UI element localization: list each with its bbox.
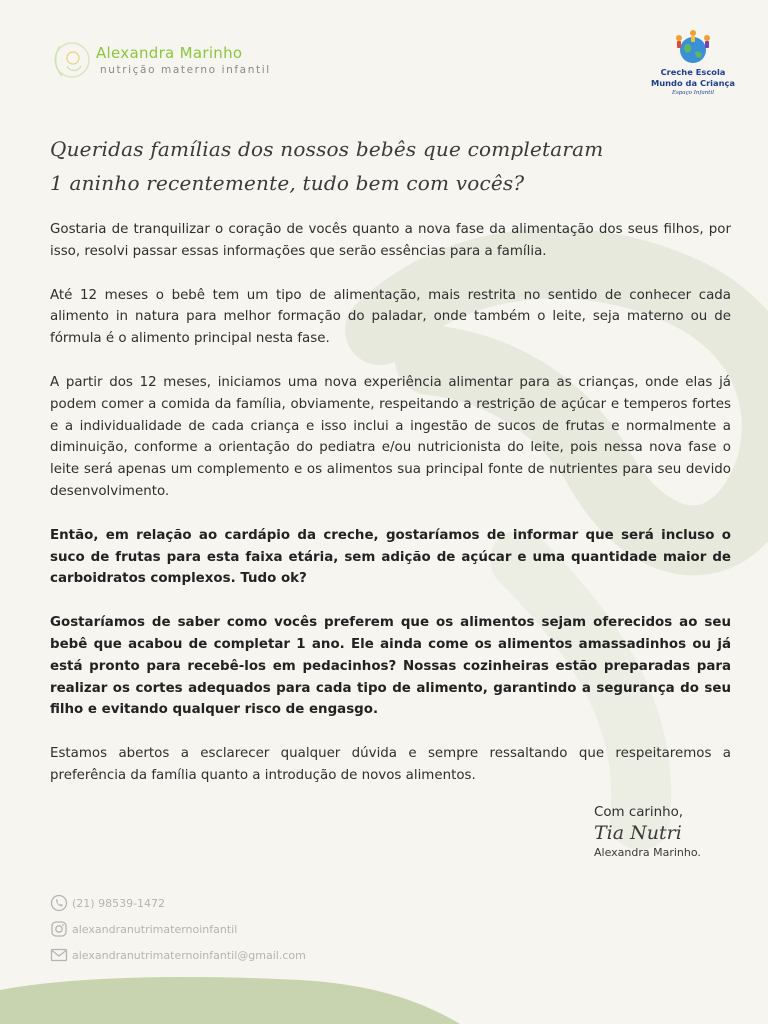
closing: Com carinho, [594,805,684,820]
mother-baby-icon [50,38,90,82]
signature [594,805,701,859]
school-name-line1: Creche Escola [660,67,726,77]
letter-body [50,219,731,809]
paragraph: Até 12 meses o bebê tem um tipo de alimentação, mais restrita no sentido de conhecer cada alimento in natura para melhor formação do paladar, onde também o leite, seja materno ou de fórmula é o alimento principal nesta fase. [50,287,731,347]
paragraph: A partir dos 12 meses, iniciamos uma nova experiência alimentar para as crianças, onde elas já podem comer a comida da família, obviamente, respeitando a restrição de açúcar e temperos fortes e a individualidade de cada criança e isso inclui a ingestão de sucos de frutas e normalmente a diminuição, conforme a orientação do pediatra e/ou nutricionista do leite, pois nessa nova fase o leite será apenas um complemento e os alimentos sua principal fonte de nutrientes para seu devido desenvolvimento. [50,374,731,499]
instagram-handle: alexandranutrimaternoinfantil [72,922,238,936]
brand-logo [50,38,271,82]
greeting [50,132,690,200]
school-tagline: Espaço Infantil [671,90,715,96]
paragraph: Gostaria de tranquilizar o coração de vocês quanto a nova fase da alimentação dos seus filhos, por isso, resolvi passar essas informações que serão essências para a família. [50,222,731,259]
paragraph-bold: Então, em relação ao cardápio da creche, gostaríamos de informar que será incluso o suco de frutas para esta faixa etária, sem adição de açúcar e uma quantidade maior de carboidratos complexos. Tudo ok? [50,527,731,587]
phone-number: (21) 98539-1472 [72,896,166,910]
paragraph: Estamos abertos a esclarecer qualquer dúvida e sempre ressaltando que respeitaremos a preferência da família quanto a introdução de novos alimentos. [50,746,731,783]
greeting-line-2: 1 aninho recentemente, tudo bem com vocês? [50,171,525,195]
greeting-line-1: Queridas famílias dos nossos bebês que completaram [50,137,604,161]
email-address: alexandranutrimaternoinfantil@gmail.com [72,948,306,962]
paragraph-bold: Gostaríamos de saber como vocês preferem que os alimentos sejam oferecidos ao seu bebê que acabou de completar 1 ano. Ele ainda come os alimentos amassadinhos ou já está pronto para recebê-los em pedacinhos? Nossas cozinheiras estão preparadas para realizar os cortes adequados para cada tipo de alimento, garantindo a segurança do seu filho e evitando qualquer risco de engasgo. [50,615,731,718]
email-contact[interactable] [50,942,306,968]
brand-name: Alexandra Marinho [96,44,243,62]
email-icon [50,946,68,964]
contacts [50,890,306,968]
whatsapp-icon [50,894,68,912]
instagram-icon [50,920,68,938]
instagram-contact[interactable] [50,916,306,942]
phone-contact[interactable] [50,890,306,916]
school-logo [648,28,738,96]
globe-kids-icon [667,28,719,66]
script-signature: Tia Nutri [594,822,682,844]
signer-name: Alexandra Marinho. [594,846,701,859]
brand-subtitle: nutrição materno infantil [100,64,271,76]
school-name-line2: Mundo da Criança [650,78,736,88]
